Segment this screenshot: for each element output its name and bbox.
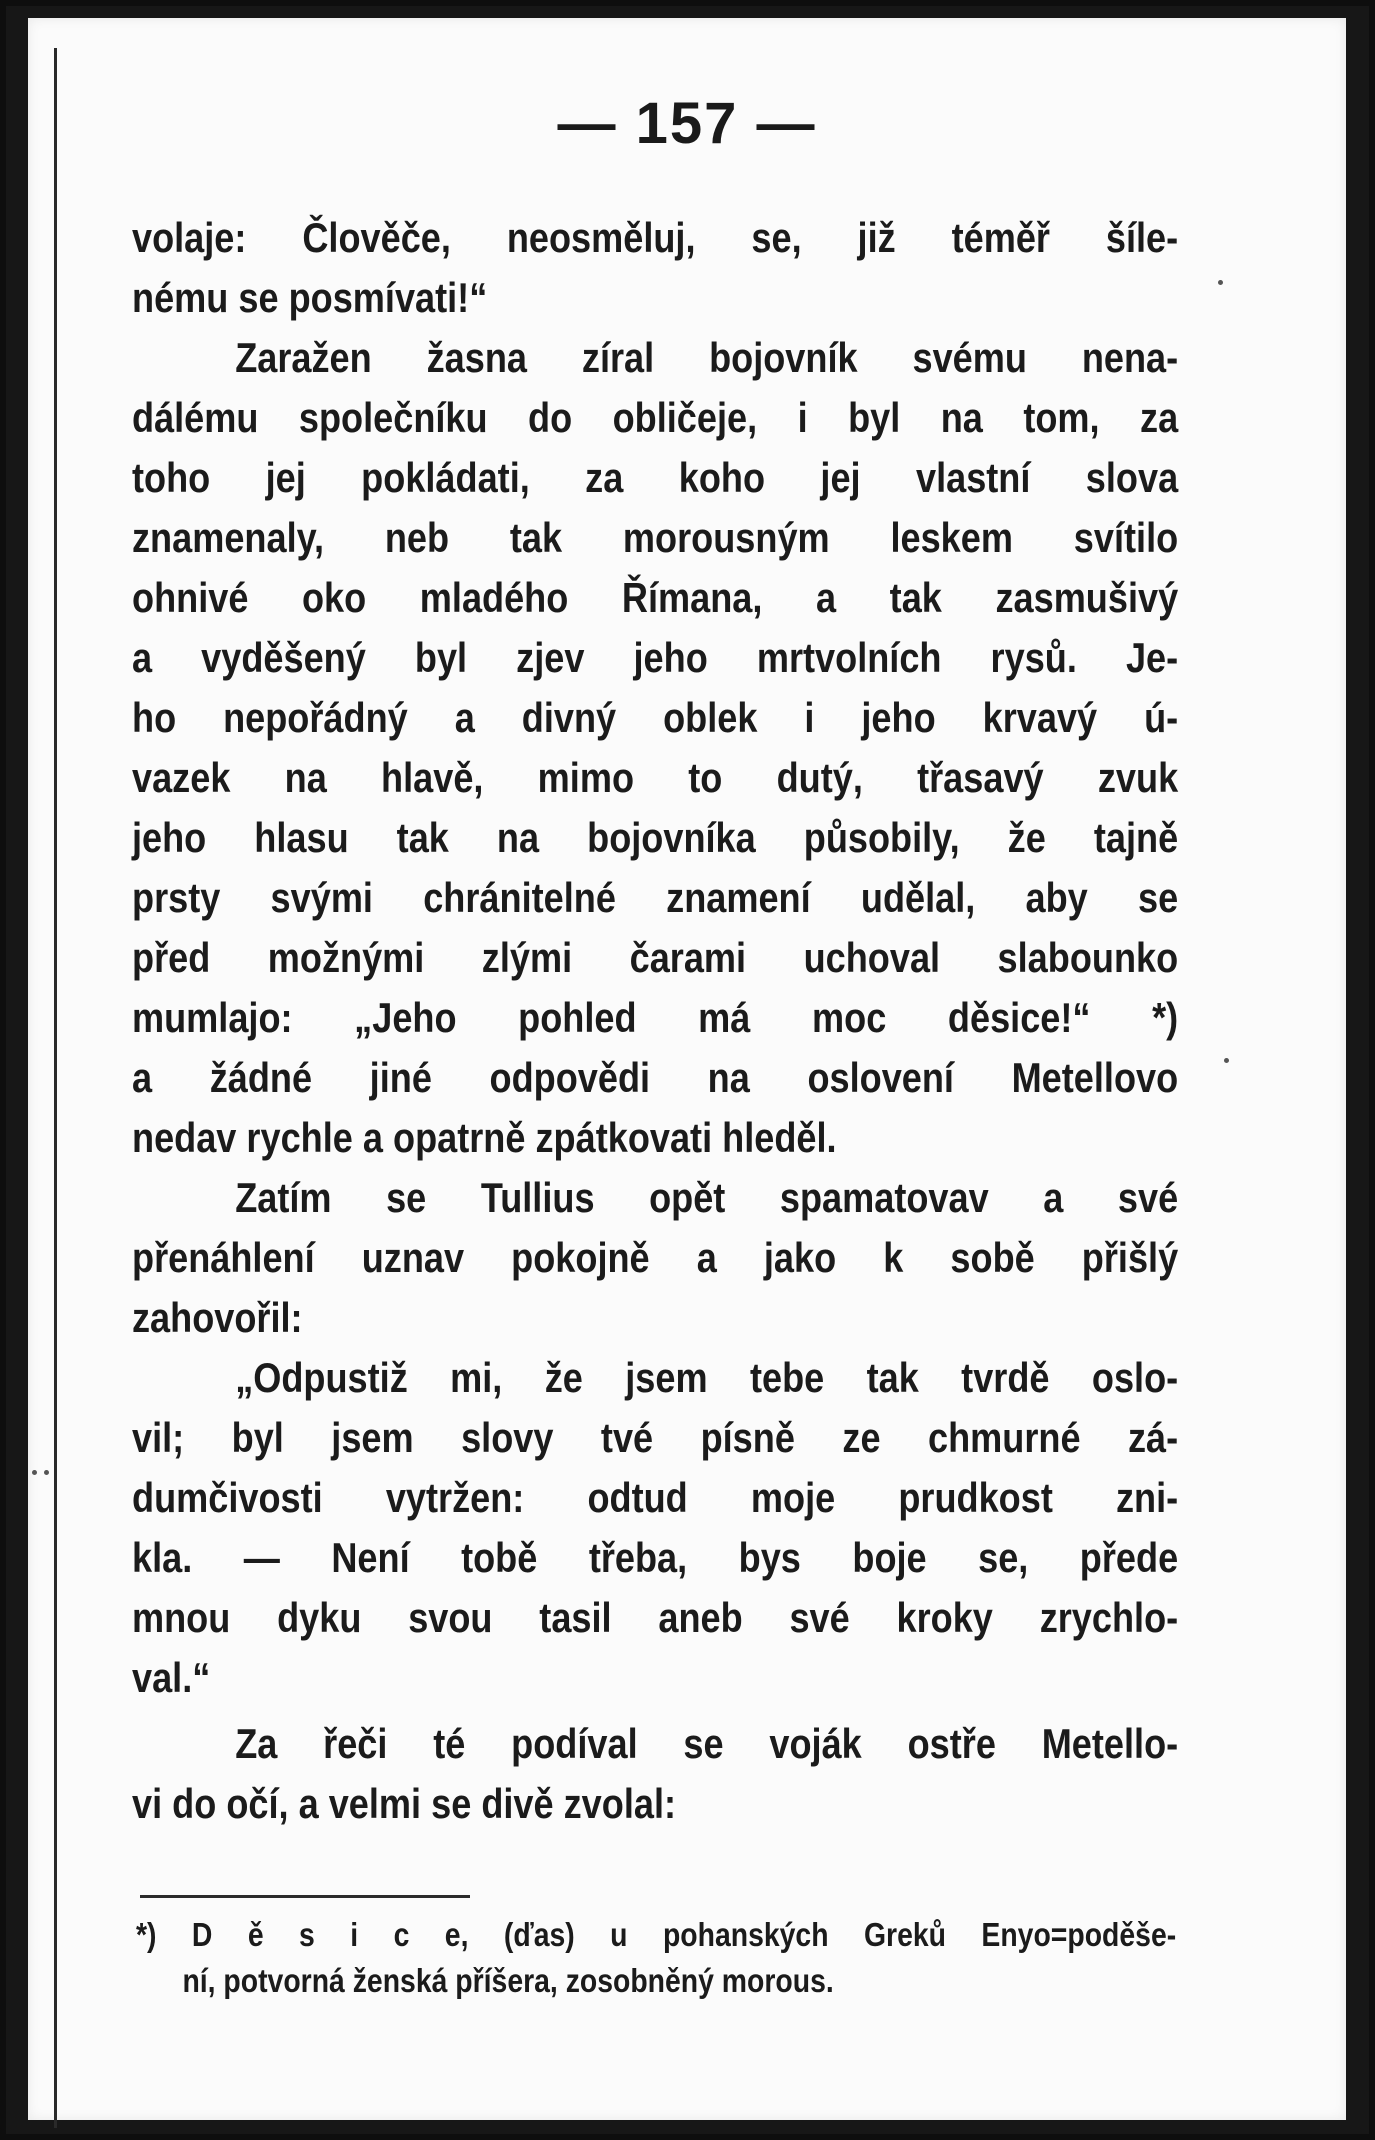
- footnote: [136, 1912, 1176, 2004]
- text-line: a vyděšený byl zjev jeho mrtvolních rysů. Je-: [132, 634, 1179, 681]
- text-line: Za řeči té podíval se voják ostře Metello-: [235, 1720, 1179, 1767]
- text-line: nedav rychle a opatrně zpátkovati hleděl.: [132, 1114, 837, 1161]
- text-line: mnou dyku svou tasil aneb své kroky zrychlo-: [132, 1594, 1179, 1641]
- paper-speck: [44, 1470, 49, 1475]
- paper-speck: [1218, 280, 1223, 285]
- text-line: „Odpustiž mi, že jsem tebe tak tvrdě oslo-: [235, 1354, 1179, 1401]
- text-line: toho jej pokládati, za koho jej vlastní slova: [132, 454, 1179, 501]
- text-line: vil; byl jsem slovy tvé písně ze chmurné zá-: [132, 1414, 1179, 1461]
- text-line: před možnými zlými čarami uchoval slabounko: [132, 934, 1179, 981]
- body-text: [132, 208, 1178, 1834]
- text-line: nému se posmívati!“: [132, 274, 488, 321]
- footnote-rule: [140, 1895, 470, 1898]
- text-line: dálému společníku do obličeje, i byl na tom, za: [132, 394, 1179, 441]
- text-line: volaje: Člověče, neosměluj, se, již téměř šíle-: [132, 214, 1179, 261]
- page-number: — 157 —: [557, 91, 817, 156]
- paper-speck: [1224, 1058, 1229, 1063]
- book-page: [28, 18, 1346, 2120]
- text-line: mumlajo: „Jeho pohled má moc děsice!“ *): [132, 994, 1179, 1041]
- text-line: val.“: [132, 1654, 211, 1701]
- footnote-line: ní, potvorná ženská příšera, zosobněný morous.: [182, 1962, 834, 1999]
- text-line: a žádné jiné odpovědi na oslovení Metellovo: [132, 1054, 1179, 1101]
- text-line: Zatím se Tullius opět spamatovav a své: [235, 1174, 1179, 1221]
- text-line: ho nepořádný a divný oblek i jeho krvavý ú-: [132, 694, 1179, 741]
- text-line: znamenaly, neb tak morousným leskem svítilo: [132, 514, 1179, 561]
- paper-speck: [32, 1470, 37, 1475]
- footnote-line: *) D ě s i c e, (ďas) u pohanských Greků Enyo=poděše-: [136, 1916, 1177, 1953]
- text-line: ohnivé oko mladého Římana, a tak zasmušivý: [132, 574, 1179, 621]
- text-line: kla. — Není tobě třeba, bys boje se, přede: [132, 1534, 1179, 1581]
- text-line: vi do očí, a velmi se divě zvolal:: [132, 1780, 677, 1827]
- text-line: dumčivosti vytržen: odtud moje prudkost zni-: [132, 1474, 1179, 1521]
- text-line: jeho hlasu tak na bojovníka působily, že tajně: [132, 814, 1179, 861]
- text-line: Zaražen žasna zíral bojovník svému nena-: [235, 334, 1179, 381]
- page-edge-line: [54, 48, 57, 2128]
- text-line: zahovořil:: [132, 1294, 303, 1341]
- text-line: přenáhlení uznav pokojně a jako k sobě přišlý: [132, 1234, 1179, 1281]
- text-line: prsty svými chránitelné znamení udělal, aby se: [132, 874, 1179, 921]
- text-line: vazek na hlavě, mimo to dutý, třasavý zvuk: [132, 754, 1179, 801]
